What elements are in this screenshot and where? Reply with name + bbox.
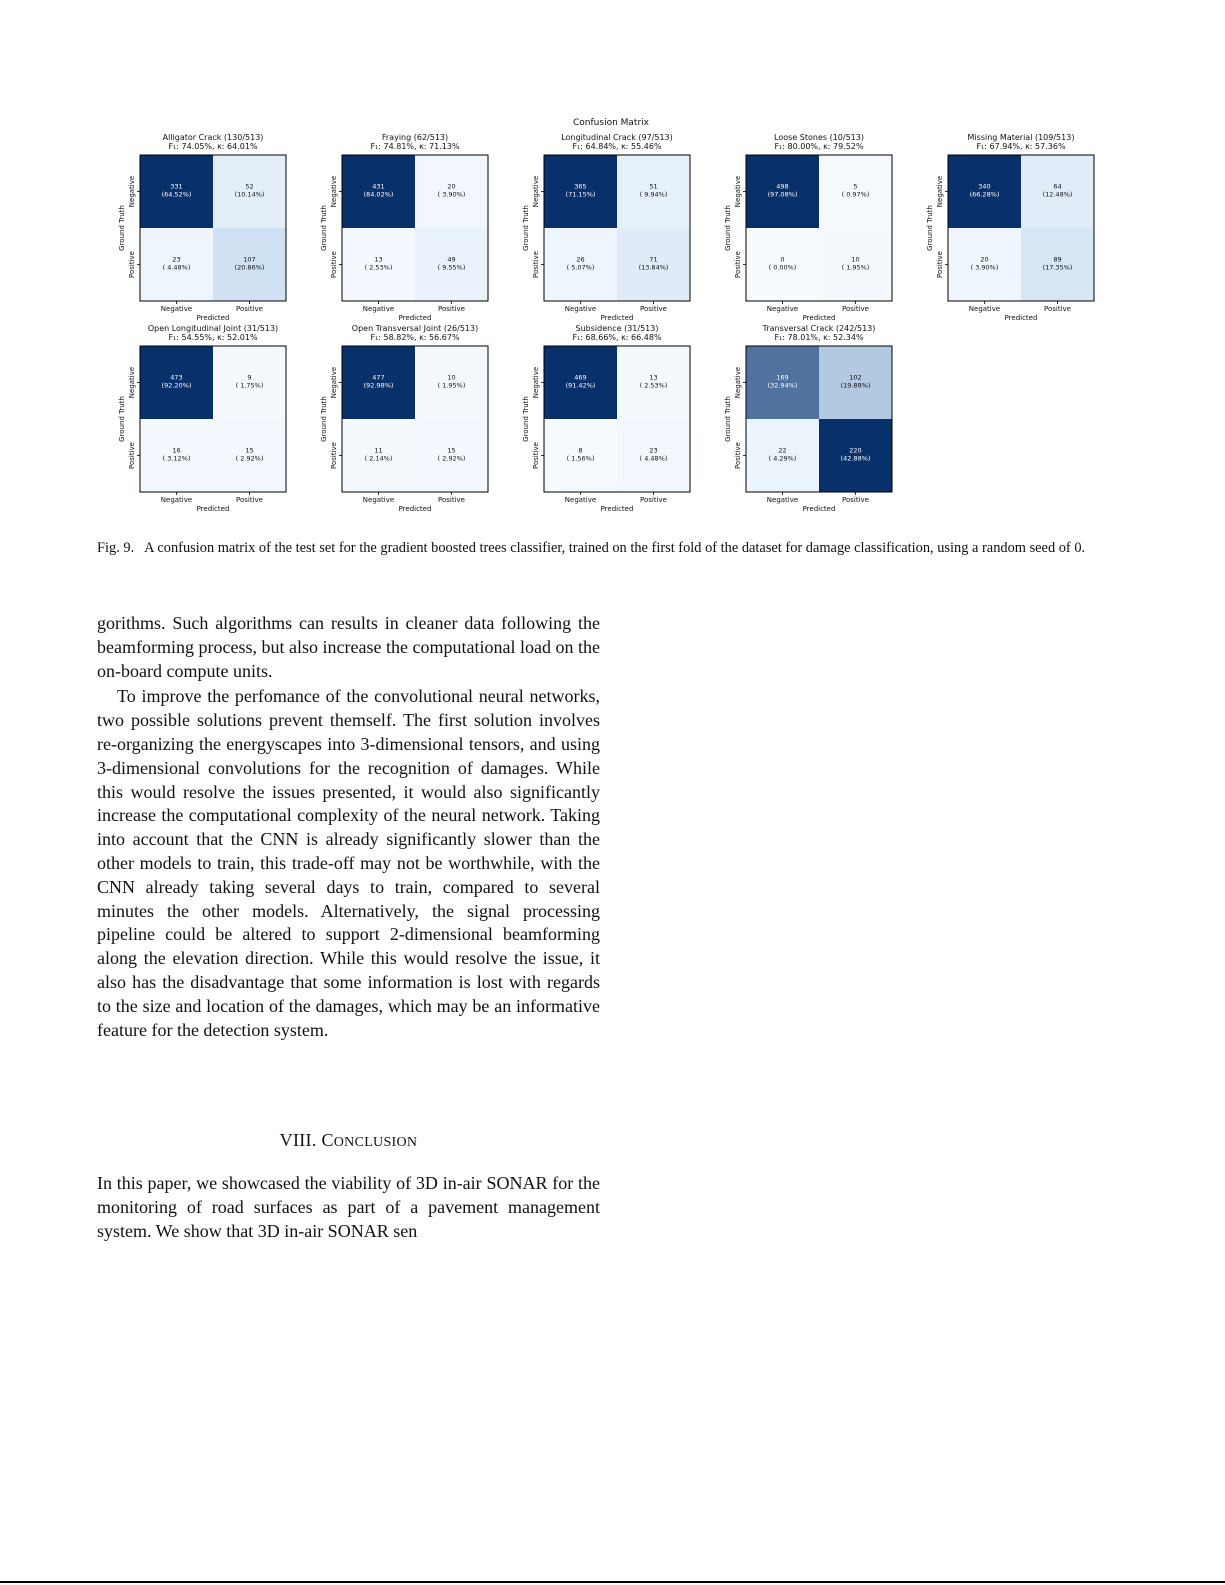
panel-title: Longitudinal Crack (97/513) xyxy=(561,133,673,142)
paragraph-1: gorithms. Such algorithms can results in cleaner data following the beamforming process, but also increase the computational load on the on-board compute units. xyxy=(97,613,600,681)
cell-count: 477 xyxy=(372,373,385,382)
confusion-panel xyxy=(118,324,286,513)
section-title-initial: C xyxy=(321,1130,334,1150)
panel-metrics: F₁: 74.81%, κ: 71.13% xyxy=(370,142,460,151)
cell-count: 340 xyxy=(978,182,991,191)
cell-percent: ( 4.48%) xyxy=(639,454,668,463)
cell-count: 51 xyxy=(649,182,658,191)
y-tick-label: Positive xyxy=(734,442,742,469)
y-tick-label: Negative xyxy=(734,175,742,208)
cell-percent: (92.20%) xyxy=(161,381,192,390)
cell-count: 20 xyxy=(447,182,456,191)
y-tick-label: Positive xyxy=(128,251,136,278)
y-tick-label: Negative xyxy=(128,175,136,208)
y-axis-label: Ground Truth xyxy=(724,396,732,442)
cell-count: 15 xyxy=(245,446,254,455)
confusion-panel xyxy=(926,133,1094,322)
x-axis-label: Predicted xyxy=(600,505,634,513)
x-axis-label: Predicted xyxy=(802,314,836,322)
x-tick-label: Positive xyxy=(1044,305,1071,313)
panel-title: Missing Material (109/513) xyxy=(967,133,1075,142)
cell-count: 431 xyxy=(372,182,385,191)
cell-percent: ( 4.48%) xyxy=(162,263,191,272)
confusion-panel xyxy=(724,324,892,513)
cell-percent: (92.98%) xyxy=(363,381,394,390)
panel-metrics: F₁: 67.94%, κ: 57.36% xyxy=(976,142,1066,151)
cell-percent: (13.84%) xyxy=(638,263,669,272)
cell-count: 469 xyxy=(574,373,587,382)
y-axis-label: Ground Truth xyxy=(118,205,126,251)
cell-count: 13 xyxy=(374,255,383,264)
panel-title: Loose Stones (10/513) xyxy=(774,133,864,142)
cell-count: 23 xyxy=(172,255,181,264)
cell-percent: (91.42%) xyxy=(565,381,596,390)
x-tick-label: Positive xyxy=(842,305,869,313)
x-tick-label: Negative xyxy=(160,305,193,313)
x-tick-label: Negative xyxy=(362,496,395,504)
cell-count: 220 xyxy=(849,446,862,455)
cell-percent: ( 0.00%) xyxy=(768,263,797,272)
x-tick-label: Positive xyxy=(236,496,263,504)
x-tick-label: Negative xyxy=(564,305,597,313)
cell-count: 5 xyxy=(853,182,858,191)
confusion-panel xyxy=(522,133,690,322)
y-axis-label: Ground Truth xyxy=(522,205,530,251)
y-axis-label: Ground Truth xyxy=(926,205,934,251)
y-tick-label: Positive xyxy=(330,442,338,469)
y-tick-label: Positive xyxy=(734,251,742,278)
cell-percent: ( 1.95%) xyxy=(841,263,870,272)
cell-percent: ( 5.07%) xyxy=(566,263,595,272)
section-heading xyxy=(97,1130,600,1151)
x-tick-label: Positive xyxy=(842,496,869,504)
cell-percent: ( 3.90%) xyxy=(437,190,466,199)
cell-count: 498 xyxy=(776,182,789,191)
cell-count: 0 xyxy=(780,255,785,264)
x-tick-label: Positive xyxy=(438,305,465,313)
cell-count: 22 xyxy=(778,446,787,455)
body-column-2 xyxy=(97,1172,600,1243)
y-tick-label: Positive xyxy=(936,251,944,278)
cell-count: 16 xyxy=(172,446,181,455)
cell-count: 13 xyxy=(649,373,658,382)
y-axis-label: Ground Truth xyxy=(118,396,126,442)
x-axis-label: Predicted xyxy=(398,314,432,322)
cell-percent: ( 9.94%) xyxy=(639,190,668,199)
cell-percent: (64.52%) xyxy=(161,190,192,199)
confusion-panel xyxy=(320,324,488,513)
cell-percent: ( 3.90%) xyxy=(970,263,999,272)
page-bottom-rule xyxy=(0,1581,1225,1583)
cell-percent: ( 4.29%) xyxy=(768,454,797,463)
x-tick-label: Negative xyxy=(564,496,597,504)
cell-percent: ( 1.75%) xyxy=(235,381,264,390)
y-tick-label: Negative xyxy=(330,366,338,399)
y-tick-label: Negative xyxy=(128,366,136,399)
cell-percent: (17.35%) xyxy=(1042,263,1073,272)
panel-title: Alligator Crack (130/513) xyxy=(162,133,264,142)
panel-title: Transversal Crack (242/513) xyxy=(762,324,876,333)
y-tick-label: Negative xyxy=(936,175,944,208)
y-axis-label: Ground Truth xyxy=(320,396,328,442)
cell-percent: (84.02%) xyxy=(363,190,394,199)
x-tick-label: Negative xyxy=(968,305,1001,313)
cell-percent: (10.14%) xyxy=(234,190,265,199)
x-tick-label: Negative xyxy=(160,496,193,504)
x-tick-label: Negative xyxy=(362,305,395,313)
cell-count: 64 xyxy=(1053,182,1062,191)
panel-metrics: F₁: 54.55%, κ: 52.01% xyxy=(168,333,258,342)
cell-percent: (66.28%) xyxy=(969,190,1000,199)
x-tick-label: Positive xyxy=(640,305,667,313)
cell-percent: (97.08%) xyxy=(767,190,798,199)
y-tick-label: Positive xyxy=(330,251,338,278)
panel-title: Subsidence (31/513) xyxy=(575,324,659,333)
cell-percent: ( 0.97%) xyxy=(841,190,870,199)
x-axis-label: Predicted xyxy=(802,505,836,513)
cell-count: 71 xyxy=(649,255,658,264)
cell-count: 365 xyxy=(574,182,587,191)
y-axis-label: Ground Truth xyxy=(724,205,732,251)
confusion-panel xyxy=(724,133,892,322)
paragraph-2: To improve the perfomance of the convolutional neural networks, two possible solutions prevent themself. The first solution involves re-organizing the energyscapes into 3-dimensional tensors, and using 3-dimensional convolutions for the recognition of damages. While this would resolve the issues presented, it would also significantly increase the computational complexity of the neural network. Taking into account that the CNN is already significantly slower than the other models to train, this trade-off may not be worthwhile, with the CNN already taking several days to train, compared to several minutes the other models. Alternatively, the signal processing pipeline could be altered to support 2-dimensional beamforming along the elevation direction. While this would resolve the issue, it also has the disadvantage that some information is lost with regards to the size and location of the damages, which may be an informative feature for the detection system. xyxy=(97,686,600,1040)
x-axis-label: Predicted xyxy=(398,505,432,513)
panel-metrics: F₁: 68.66%, κ: 66.48% xyxy=(572,333,662,342)
x-tick-label: Positive xyxy=(236,305,263,313)
figure-suptitle: Confusion Matrix xyxy=(573,118,649,128)
cell-percent: ( 2.53%) xyxy=(639,381,668,390)
y-tick-label: Negative xyxy=(330,175,338,208)
cell-count: 8 xyxy=(578,446,583,455)
panel-metrics: F₁: 58.82%, κ: 56.67% xyxy=(370,333,460,342)
cell-percent: ( 2.53%) xyxy=(364,263,393,272)
cell-count: 15 xyxy=(447,446,456,455)
cell-percent: ( 2.92%) xyxy=(437,454,466,463)
cell-count: 102 xyxy=(849,373,862,382)
cell-percent: ( 2.14%) xyxy=(364,454,393,463)
panel-metrics: F₁: 74.05%, κ: 64.01% xyxy=(168,142,258,151)
cell-percent: ( 3.12%) xyxy=(162,454,191,463)
y-axis-label: Ground Truth xyxy=(522,396,530,442)
cell-percent: (32.94%) xyxy=(767,381,798,390)
section-title-rest: ONCLUSION xyxy=(333,1135,418,1150)
y-axis-label: Ground Truth xyxy=(320,205,328,251)
cell-percent: ( 1.56%) xyxy=(566,454,595,463)
cell-percent: (19.88%) xyxy=(840,381,871,390)
y-tick-label: Negative xyxy=(532,175,540,208)
x-tick-label: Positive xyxy=(640,496,667,504)
cell-percent: ( 2.92%) xyxy=(235,454,264,463)
cell-percent: ( 9.55%) xyxy=(437,263,466,272)
x-tick-label: Negative xyxy=(766,496,799,504)
confusion-panel xyxy=(320,133,488,322)
panel-metrics: F₁: 80.00%, κ: 79.52% xyxy=(774,142,864,151)
cell-count: 10 xyxy=(447,373,456,382)
cell-count: 89 xyxy=(1053,255,1062,264)
panel-title: Open Longitudinal Joint (31/513) xyxy=(147,324,279,333)
cell-count: 23 xyxy=(649,446,658,455)
cell-count: 26 xyxy=(576,255,585,264)
confusion-panel xyxy=(522,324,690,513)
panel-metrics: F₁: 64.84%, κ: 55.46% xyxy=(572,142,662,151)
x-tick-label: Negative xyxy=(766,305,799,313)
cell-count: 169 xyxy=(776,373,789,382)
paragraph-3: In this paper, we showcased the viability of 3D in-air SONAR for the monitoring of road surfaces as part of a pavement management system. We show that 3D in-air SONAR sen xyxy=(97,1173,600,1241)
cell-count: 52 xyxy=(245,182,254,191)
y-tick-label: Positive xyxy=(128,442,136,469)
cell-count: 49 xyxy=(447,255,456,264)
x-axis-label: Predicted xyxy=(196,505,230,513)
y-tick-label: Negative xyxy=(532,366,540,399)
figure-caption: Fig. 9. A confusion matrix of the test set for the gradient boosted trees classifier, trained on the first fold of the dataset for damage classification, using a random seed of 0. xyxy=(97,540,1086,556)
cell-percent: (12.48%) xyxy=(1042,190,1073,199)
x-axis-label: Predicted xyxy=(196,314,230,322)
cell-count: 331 xyxy=(170,182,183,191)
panel-title: Fraying (62/513) xyxy=(381,133,449,142)
x-axis-label: Predicted xyxy=(600,314,634,322)
body-column xyxy=(97,612,600,1042)
confusion-matrix-figure xyxy=(0,0,1225,530)
y-tick-label: Positive xyxy=(532,251,540,278)
cell-count: 11 xyxy=(374,446,383,455)
cell-percent: (20.86%) xyxy=(234,263,265,272)
x-axis-label: Predicted xyxy=(1004,314,1038,322)
panel-title: Open Transversal Joint (26/513) xyxy=(351,324,479,333)
y-tick-label: Positive xyxy=(532,442,540,469)
panel-metrics: F₁: 78.01%, κ: 52.34% xyxy=(774,333,864,342)
cell-percent: (42.88%) xyxy=(840,454,871,463)
cell-count: 473 xyxy=(170,373,183,382)
cell-count: 9 xyxy=(247,373,252,382)
x-tick-label: Positive xyxy=(438,496,465,504)
cell-percent: ( 1.95%) xyxy=(437,381,466,390)
confusion-panel xyxy=(118,133,286,322)
cell-count: 107 xyxy=(243,255,256,264)
y-tick-label: Negative xyxy=(734,366,742,399)
cell-percent: (71.15%) xyxy=(565,190,596,199)
cell-count: 20 xyxy=(980,255,989,264)
section-number: VIII. xyxy=(279,1130,317,1150)
cell-count: 10 xyxy=(851,255,860,264)
